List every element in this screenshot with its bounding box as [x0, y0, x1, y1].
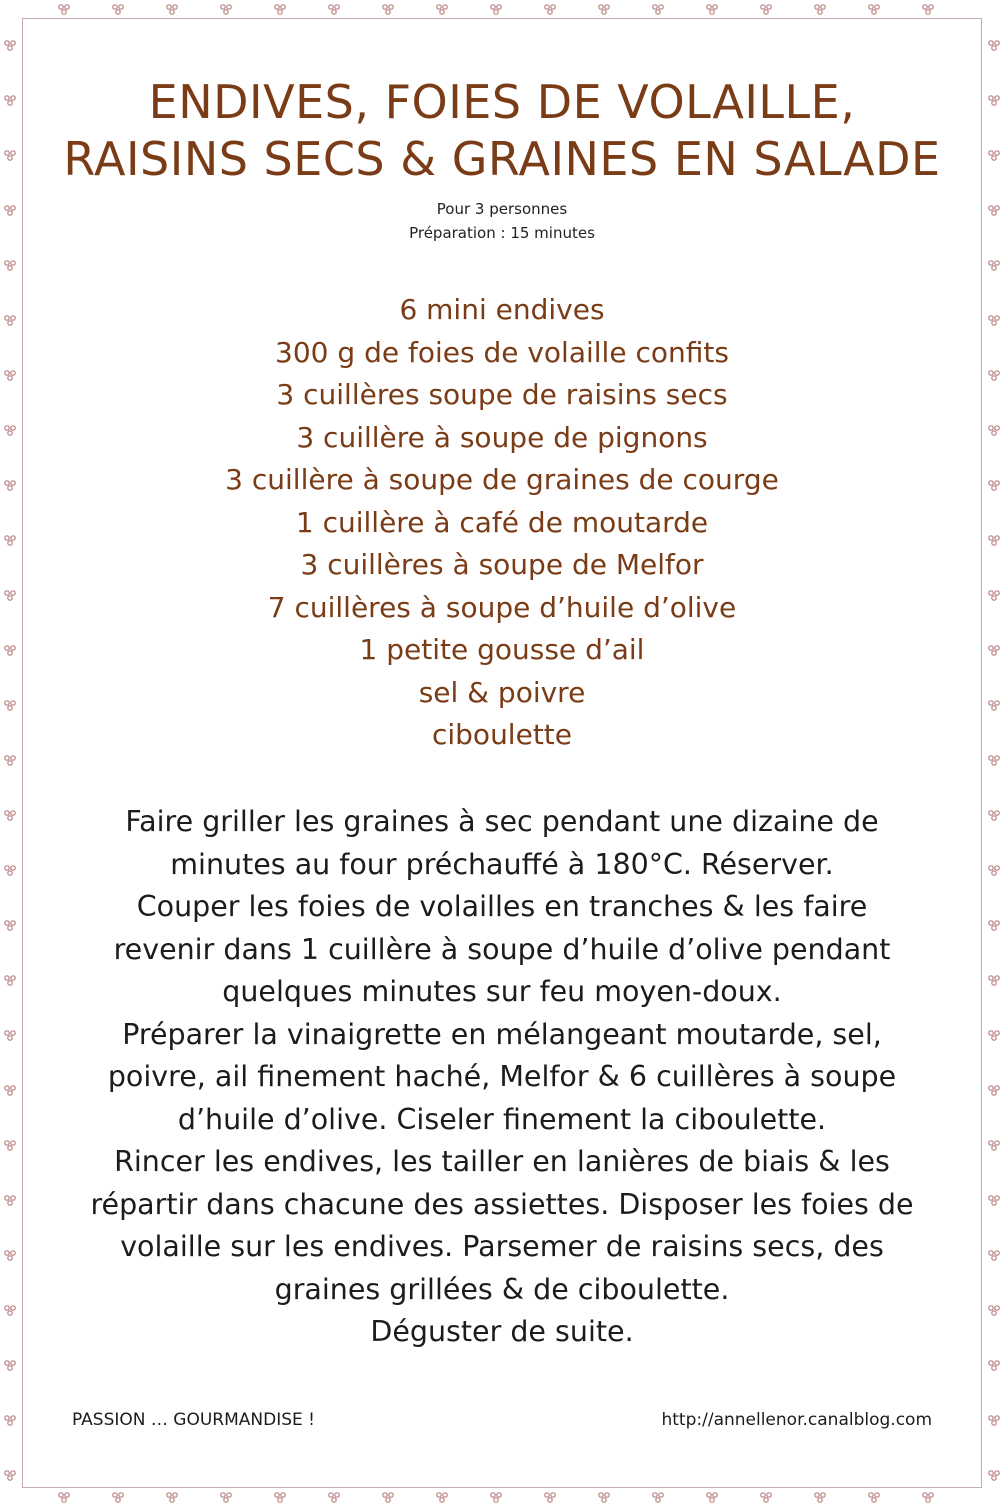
ingredient-item: 3 cuillère à soupe de pignons — [296, 420, 708, 454]
border-dot-cluster — [989, 41, 999, 50]
servings: Pour 3 personnes — [436, 200, 568, 218]
border-dot-cluster — [989, 1251, 999, 1260]
border-dot-cluster — [869, 5, 879, 14]
border-dot-cluster — [113, 1493, 123, 1502]
border-dot-cluster — [5, 1196, 15, 1205]
recipe-title-line: ENDIVES, FOIES DE VOLAILLE, — [148, 75, 856, 129]
border-dot-cluster — [989, 1471, 999, 1480]
border-dot-cluster — [5, 1086, 15, 1095]
border-dot-cluster — [599, 5, 609, 14]
border-dot-cluster — [5, 701, 15, 710]
border-dot-cluster — [437, 5, 447, 14]
border-dot-cluster — [989, 976, 999, 985]
prep-time: Préparation : 15 minutes — [409, 224, 595, 242]
instructions — [60, 801, 944, 1354]
footer-url[interactable]: http://annellenor.canalblog.com — [661, 1410, 932, 1430]
border-dot-cluster — [923, 5, 933, 14]
border-dot-cluster — [5, 41, 15, 50]
border-dot-cluster — [5, 151, 15, 160]
border-dot-cluster — [5, 1031, 15, 1040]
border-dot-cluster — [5, 1361, 15, 1370]
border-dot-cluster — [989, 371, 999, 380]
border-dot-cluster — [5, 756, 15, 765]
border-dot-cluster — [815, 5, 825, 14]
border-dot-cluster — [989, 1031, 999, 1040]
border-dot-cluster — [869, 1493, 879, 1502]
instruction-line: volaille sur les endives. Parsemer de raisins secs, des — [120, 1230, 884, 1263]
border-dot-cluster — [599, 1493, 609, 1502]
border-dot-cluster — [545, 5, 555, 14]
instruction-line: répartir dans chacune des assiettes. Disposer les foies de — [90, 1187, 914, 1221]
border-dot-cluster — [5, 96, 15, 105]
border-dot-cluster — [329, 1493, 339, 1502]
ingredient-item: 1 petite gousse d’ail — [359, 633, 645, 666]
recipe-meta — [200, 197, 804, 245]
border-dot-cluster — [545, 1493, 555, 1502]
border-dot-cluster — [5, 481, 15, 490]
border-dot-cluster — [167, 5, 177, 14]
border-dot-cluster — [989, 261, 999, 270]
instruction-line: Couper les foies de volailles en tranches & les faire — [136, 890, 868, 923]
border-dot-cluster — [5, 1306, 15, 1315]
border-dot-cluster — [815, 1493, 825, 1502]
border-dot-cluster — [989, 1306, 999, 1315]
border-dot-cluster — [5, 371, 15, 380]
recipe-title — [40, 74, 964, 188]
footer-tagline: PASSION … GOURMANDISE ! — [72, 1410, 315, 1430]
border-dot-cluster — [761, 5, 771, 14]
border-dot-cluster — [989, 1416, 999, 1425]
border-dot-cluster — [5, 591, 15, 600]
ingredient-item: 300 g de foies de volaille confits — [275, 335, 729, 369]
border-dot-cluster — [989, 811, 999, 820]
border-dot-cluster — [275, 1493, 285, 1502]
border-dot-cluster — [989, 756, 999, 765]
instruction-line: Rincer les endives, les tailler en lanières de biais & les — [114, 1145, 890, 1178]
border-dot-cluster — [5, 1471, 15, 1480]
border-dot-cluster — [167, 1493, 177, 1502]
ingredients-list — [80, 289, 924, 757]
instruction-line: poivre, ail finement haché, Melfor & 6 cuillères à soupe — [107, 1060, 897, 1093]
border-dot-cluster — [989, 151, 999, 160]
border-dot-cluster — [5, 976, 15, 985]
border-dot-cluster — [5, 206, 15, 215]
border-dot-cluster — [653, 5, 663, 14]
ingredient-item: 6 mini endives — [399, 293, 605, 326]
instruction-line: d’huile d’olive. Ciseler finement la ciboulette. — [177, 1102, 827, 1136]
border-dot-cluster — [707, 5, 717, 14]
ingredient-item: ciboulette — [431, 718, 572, 751]
instruction-line: revenir dans 1 cuillère à soupe d’huile d’olive pendant — [113, 932, 891, 966]
border-dot-cluster — [989, 481, 999, 490]
border-dot-cluster — [707, 1493, 717, 1502]
border-dot-cluster — [5, 426, 15, 435]
border-dot-cluster — [59, 5, 69, 14]
border-dot-cluster — [491, 1493, 501, 1502]
border-dot-cluster — [59, 1493, 69, 1502]
border-dot-cluster — [989, 1196, 999, 1205]
ingredient-item: 3 cuillère à soupe de graines de courge — [225, 463, 779, 496]
border-dot-cluster — [5, 316, 15, 325]
instruction-line: Faire griller les graines à sec pendant une dizaine de — [125, 805, 879, 838]
border-dot-cluster — [989, 921, 999, 930]
border-dot-cluster — [989, 536, 999, 545]
border-dot-cluster — [989, 426, 999, 435]
instruction-line: minutes au four préchauffé à 180°C. Réserver. — [170, 847, 834, 881]
border-dot-cluster — [5, 261, 15, 270]
border-dot-cluster — [989, 316, 999, 325]
border-dot-cluster — [437, 1493, 447, 1502]
border-dot-cluster — [989, 206, 999, 215]
border-dot-cluster — [989, 96, 999, 105]
border-dot-cluster — [989, 1086, 999, 1095]
border-dot-cluster — [383, 1493, 393, 1502]
border-dot-cluster — [923, 1493, 933, 1502]
border-dot-cluster — [989, 1141, 999, 1150]
border-dot-cluster — [113, 5, 123, 14]
recipe-title-line: RAISINS SECS & GRAINES EN SALADE — [63, 132, 941, 186]
border-dot-cluster — [761, 1493, 771, 1502]
border-dot-cluster — [5, 1141, 15, 1150]
instruction-line: Préparer la vinaigrette en mélangeant moutarde, sel, — [122, 1017, 882, 1051]
instruction-line: quelques minutes sur feu moyen-doux. — [222, 975, 782, 1008]
ingredient-item: 3 cuillères à soupe de Melfor — [300, 548, 704, 581]
border-dot-cluster — [221, 1493, 231, 1502]
ingredient-item: sel & poivre — [418, 675, 586, 709]
border-dot-cluster — [989, 591, 999, 600]
border-dot-cluster — [989, 866, 999, 875]
ingredient-item: 1 cuillère à café de moutarde — [295, 505, 709, 539]
border-dot-cluster — [5, 811, 15, 820]
border-dot-cluster — [329, 5, 339, 14]
border-dot-cluster — [491, 5, 501, 14]
ingredient-item: 7 cuillères à soupe d’huile d’olive — [267, 590, 737, 624]
border-dot-cluster — [5, 866, 15, 875]
border-dot-cluster — [989, 701, 999, 710]
instruction-line: Déguster de suite. — [370, 1315, 634, 1348]
border-dot-cluster — [989, 1361, 999, 1370]
ingredient-item: 3 cuillères soupe de raisins secs — [276, 378, 728, 411]
border-dot-cluster — [275, 5, 285, 14]
border-dot-cluster — [383, 5, 393, 14]
border-dot-cluster — [5, 921, 15, 930]
border-dot-cluster — [5, 646, 15, 655]
border-dot-cluster — [989, 646, 999, 655]
border-dot-cluster — [5, 536, 15, 545]
border-dot-cluster — [5, 1251, 15, 1260]
border-dot-cluster — [653, 1493, 663, 1502]
instruction-line: graines grillées & de ciboulette. — [274, 1272, 730, 1306]
border-dot-cluster — [5, 1416, 15, 1425]
border-dot-cluster — [221, 5, 231, 14]
